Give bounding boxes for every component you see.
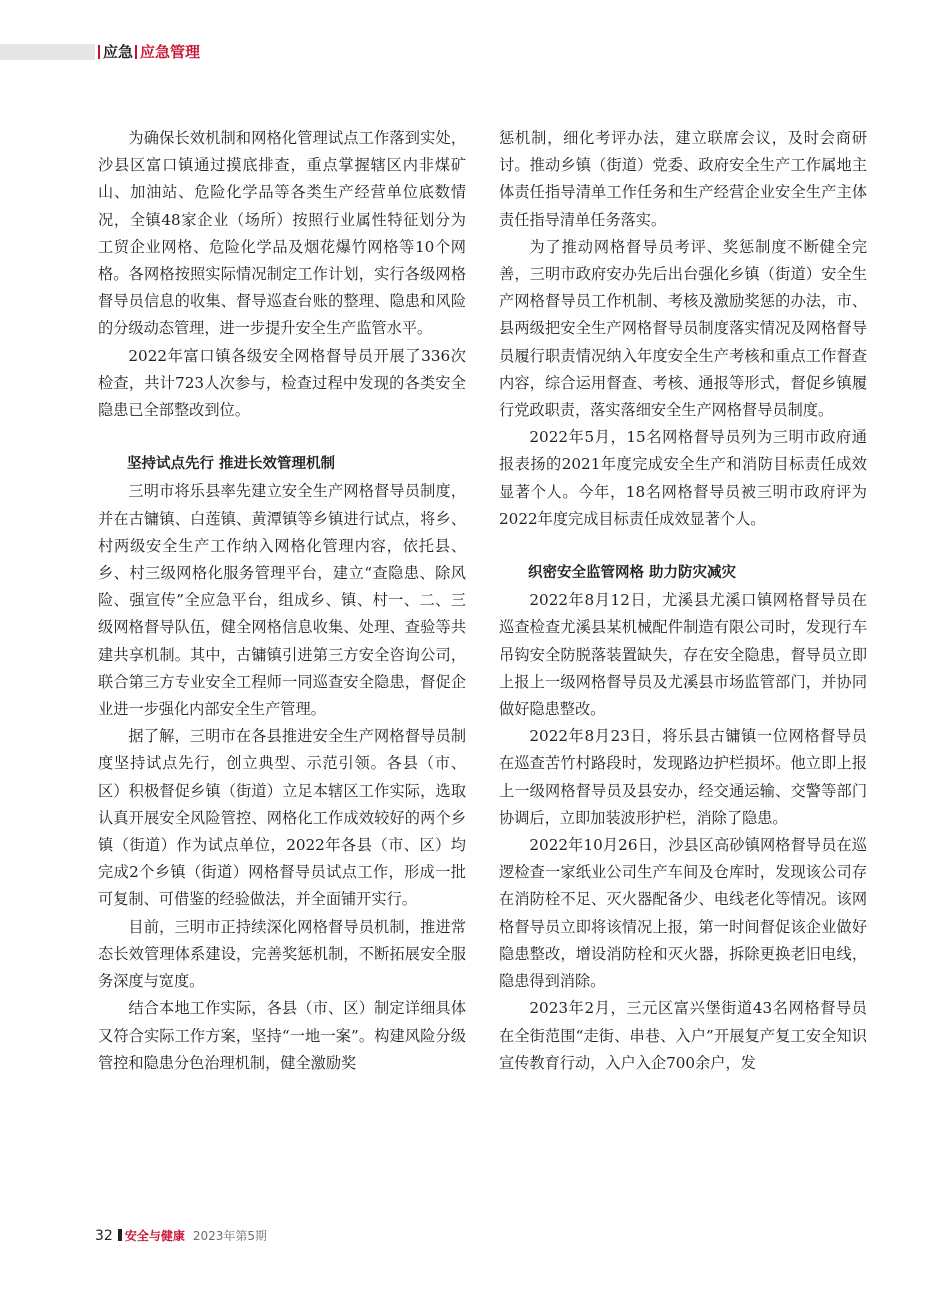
paragraph: 2022年5月，15名网格督导员列为三明市政府通报表扬的2021年度完成安全生产和消防目标责任成效显著个人。今年，18名网格督导员被三明市政府评为2022年度完成目标责任成效显著个人。 (499, 428, 867, 528)
paragraph: 2022年富口镇各级安全网格督导员开展了336次检查，共计723人次参与，检查过程中发现的各类安全隐患已全部整改到位。 (98, 346, 466, 420)
page-footer (95, 1226, 267, 1247)
paragraph: 三明市将乐县率先建立安全生产网格督导员制度，并在古镛镇、白莲镇、黄潭镇等乡镇进行试点，将乡、村两级安全生产工作纳入网格化管理内容，依托县、乡、村三级网格化服务管理平台，建立“查隐患、除风险、强宣传”全应急平台，组成乡、镇、村一、二、三级网格督导队伍，健全网格信息收集、处理、查验等共建共享机制。其中，古镛镇引进第三方安全咨询公司，联合第三方专业安全工程师一同巡查安全隐患，督促企业进一步强化内部安全生产管理。 (98, 482, 466, 719)
paragraph: 为了推动网格督导员考评、奖惩制度不断健全完善，三明市政府安办先后出台强化乡镇（街道）安全生产网格督导员工作机制、考核及激励奖惩的办法，市、县两级把安全生产网格督导员制度落实情况及网格督导员履行职责情况纳入年度安全生产考核和重点工作督查内容，综合运用督查、考核、通报等形式，督促乡镇履行党政职责，落实落细安全生产网格督导员制度。 (499, 237, 867, 420)
header-section: 应急 (103, 43, 134, 61)
header-divider (98, 45, 100, 59)
article-column-left (98, 125, 466, 1077)
paragraph: 据了解，三明市在各县推进安全生产网格督导员制度坚持试点先行，创立典型、示范引领。各县（市、区）积极督促乡镇（街道）立足本辖区工作实际，选取认真开展安全风险管控、网格化工作成效较好的两个乡镇（街道）作为试点单位，2022年各县（市、区）均完成2个乡镇（街道）网格督导员试点工作，形成一批可复制、可借鉴的经验做法，并全面铺开实行。 (98, 727, 466, 909)
paragraph: 2022年8月12日，尤溪县尤溪口镇网格督导员在巡查检查尤溪县某机械配件制造有限公司时，发现行车吊钩安全防脱落装置缺失，存在安全隐患，督导员立即上报上一级网格督导员及尤溪县市场监管部门，并协同做好隐患整改。 (499, 591, 867, 719)
paragraph: 2023年2月，三元区富兴堡街道43名网格督导员在全街范围“走街、串巷、入户”开展复产复工安全知识宣传教育行动，入户入企700余户，发 (499, 999, 867, 1072)
paragraph-continued: 惩机制，细化考评办法，建立联席会议，及时会商研讨。推动乡镇（街道）党委、政府安全生产工作属地主体责任指导清单工作任务和生产经营企业安全生产主体责任指导清单任务落实。 (499, 129, 867, 229)
issue-label: 2023年第5期 (192, 1229, 268, 1243)
section-heading: 织密安全监管网格 助力防灾减灾 (528, 565, 737, 582)
paragraph: 2022年10月26日，沙县区高砂镇网格督导员在巡逻检查一家纸业公司生产车间及仓库时，发现该公司存在消防栓不足、灭火器配备少、电线老化等情况。该网格督导员立即将该情况上报，第一时间督促该企业做好隐患整改，增设消防栓和灭火器，拆除更换老旧电线，隐患得到消除。 (499, 836, 867, 991)
paragraph: 目前，三明市正持续深化网格督导员机制，推进常态长效管理体系建设，完善奖惩机制，不断拓展安全服务深度与宽度。 (98, 917, 466, 991)
magazine-name: 安全与健康 (124, 1229, 185, 1243)
page-header (98, 42, 200, 62)
footer-divider (118, 1229, 122, 1241)
header-column: 应急管理 (140, 43, 201, 61)
paragraph: 为确保长效机制和网格化管理试点工作落到实处，沙县区富口镇通过摸底排查，重点掌握辖区内非煤矿山、加油站、危险化学品等各类生产经营单位底数情况，全镇48家企业（场所）按照行业属性特征划分为工贸企业网格、危险化学品及烟花爆竹网格等10个网格。各网格按照实际情况制定工作计划，实行各级网格督导员信息的收集、督导巡查台账的整理、隐患和风险的分级动态管理，进一步提升安全生产监管水平。 (98, 129, 466, 338)
paragraph: 2022年8月23日，将乐县古镛镇一位网格督导员在巡查苦竹村路段时，发现路边护栏损坏。他立即上报上一级网格督导员及县安办，经交通运输、交警等部门协调后，立即加装波形护栏，消除了隐患。 (499, 727, 867, 827)
header-decor-bar (0, 44, 95, 60)
section-heading: 坚持试点先行 推进长效管理机制 (127, 456, 336, 473)
paragraph: 结合本地工作实际，各县（市、区）制定详细具体又符合实际工作方案，坚持“一地一案”。构建风险分级管控和隐患分色治理机制，健全激励奖 (98, 999, 466, 1072)
article-column-right (499, 125, 867, 1077)
page-number: 32 (95, 1228, 113, 1244)
header-divider (135, 45, 137, 59)
